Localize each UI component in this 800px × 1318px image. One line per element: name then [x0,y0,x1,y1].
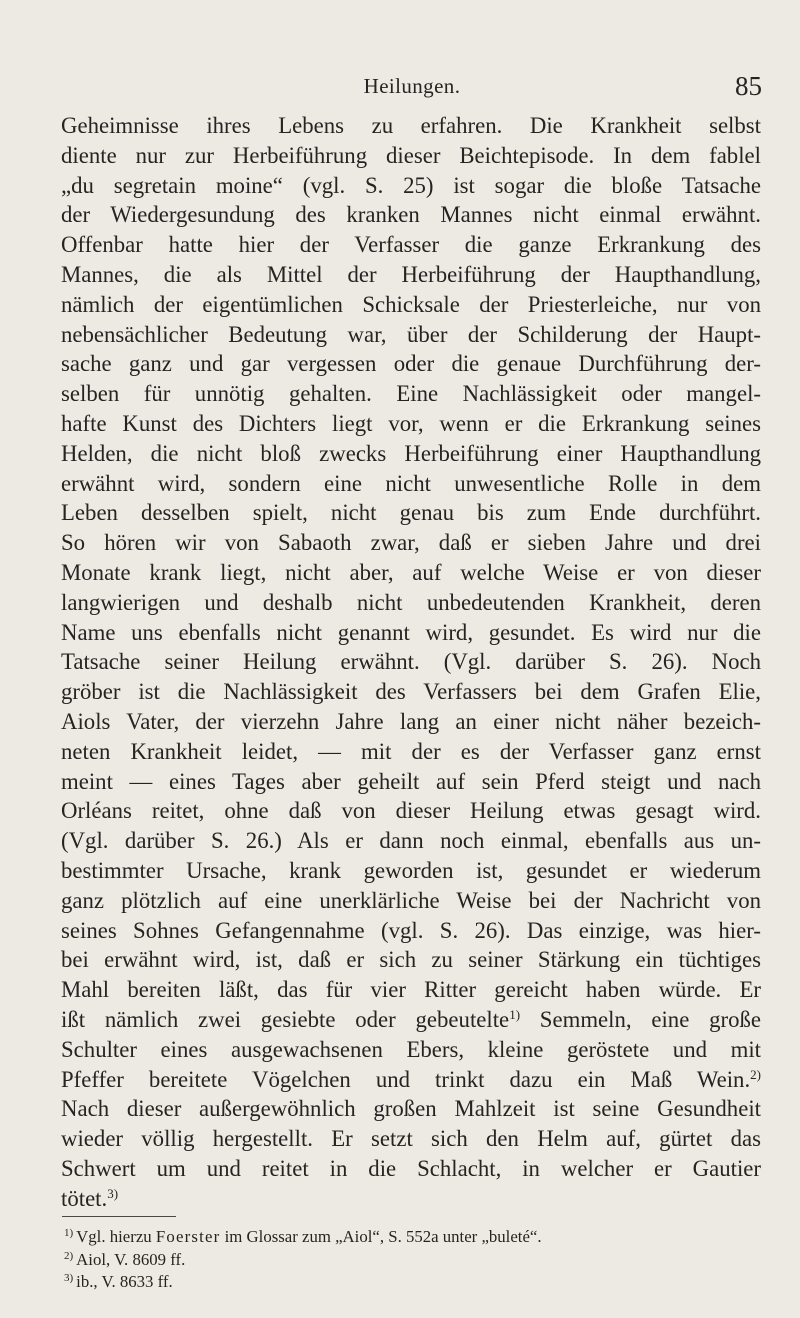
text-line: Leben desselben spielt, nicht genau bis zum Ende durchführt. [61,500,761,526]
footnote-mark: 1) [64,1227,74,1239]
text-segment: tötet. [61,1185,108,1211]
text-line: „du segretain moine“ (vgl. S. 25) ist sogar die bloße Tatsache [61,172,761,198]
text-line: langwierigen und deshalb nicht unbedeutenden Krankheit, deren [61,589,761,615]
page-header [62,71,762,108]
footnote [64,1224,754,1247]
footnote-author: Foerster [155,1227,221,1246]
text-line: Monate krank liegt, nicht aber, auf welche Weise er von dieser [61,559,761,585]
text-line [61,1005,761,1035]
page-number: 85 [735,71,762,101]
text-line: Schwert um und reitet in die Schlacht, in welcher er Gautier [61,1155,761,1181]
footnote-ref: 1) [509,1006,521,1022]
running-head: Heilungen. [363,74,461,98]
footnote [64,1269,754,1292]
text-segment: Pfeffer bereitete Vögelchen und trinkt dazu ein Maß Wein. [61,1066,751,1092]
text-line: meint — eines Tages aber geheilt auf sein Pferd steigt und nach [61,768,761,794]
text-line [61,1184,761,1214]
text-segment: ißt nämlich zwei gesiebte oder gebeutelte [61,1006,510,1032]
text-line: Aiols Vater, der vierzehn Jahre lang an einer nicht näher bezeich- [61,708,761,734]
text-line: bei erwähnt wird, ist, daß er sich zu seiner Stärkung ein tüchtiges [61,947,761,973]
text-line: Mannes, die als Mittel der Herbeiführung der Haupthandlung, [61,261,761,287]
body-paragraph [61,111,761,1213]
text-line: Geheimnisse ihres Lebens zu erfahren. Die Krankheit selbst [61,113,761,138]
footnote-mark: 3) [64,1272,74,1284]
text-line: Orléans reitet, ohne daß von dieser Heilung etwas gesagt wird. [61,798,761,824]
text-line: diente nur zur Herbeiführung dieser Beichtepisode. In dem fablel [61,142,761,168]
footnote-text: ib., V. 8633 ff. [76,1272,173,1291]
footnote-text: Aiol, V. 8609 ff. [76,1249,186,1269]
text-line: Tatsache seiner Heilung erwähnt. (Vgl. darüber S. 26). Noch [61,649,761,675]
text-line: erwähnt wird, sondern eine nicht unwesentliche Rolle in dem [61,470,761,496]
text-segment: Semmeln, eine große [520,1006,761,1032]
footnote-mark: 2) [64,1249,74,1262]
text-line: Helden, die nicht bloß zwecks Herbeiführung einer Haupthandlung [61,440,761,466]
footnote-divider [62,1216,176,1217]
text-line: Mahl bereiten läßt, das für vier Ritter gereicht haben würde. Er [61,977,761,1003]
footnote-ref: 3) [107,1185,119,1201]
text-line: Name uns ebenfalls nicht genannt wird, gesundet. Es wird nur die [61,619,761,645]
text-line: gröber ist die Nachlässigkeit des Verfassers bei dem Grafen Elie, [61,679,761,705]
text-line: sache ganz und gar vergessen oder die genaue Durchführung der- [61,351,761,377]
text-line: (Vgl. darüber S. 26.) Als er dann noch einmal, ebenfalls aus un- [61,828,761,854]
text-line: seines Sohnes Gefangennahme (vgl. S. 26). Das einzige, was hier- [61,917,761,943]
footnote-text: im Glossar zum „Aiol“, S. 552a unter „buleté“. [220,1227,542,1246]
footnotes [64,1224,754,1292]
text-line: wieder völlig hergestellt. Er setzt sich den Helm auf, gürtet das [61,1126,761,1152]
text-line: Offenbar hatte hier der Verfasser die ganze Erkrankung des [61,232,761,258]
footnote-text: Vgl. hierzu [76,1227,156,1246]
text-line: Nach dieser außergewöhnlich großen Mahlzeit ist seine Gesundheit [61,1096,761,1122]
text-line: So hören wir von Sabaoth zwar, daß er sieben Jahre und drei [61,530,761,556]
text-line: hafte Kunst des Dichters liegt vor, wenn er die Erkrankung seines [61,410,761,436]
text-line: bestimmter Ursache, krank geworden ist, gesundet er wiederum [61,857,761,883]
text-line: ganz plötzlich auf eine unerklärliche Weise bei der Nachricht von [61,887,761,913]
footnote [64,1247,754,1270]
text-line: neten Krankheit leidet, — mit der es der Verfasser ganz ernst [61,738,761,764]
text-line: Schulter eines ausgewachsenen Ebers, kleine geröstete und mit [61,1036,761,1062]
text-line: nämlich der eigentümlichen Schicksale der Priesterleiche, nur von [61,291,761,317]
text-line: nebensächlicher Bedeutung war, über der Schilderung der Haupt- [61,321,761,347]
text-line [61,1065,761,1095]
text-line: selben für unnötig gehalten. Eine Nachlässigkeit oder mangel- [61,381,761,407]
footnote-ref: 2) [750,1066,761,1082]
text-line: der Wiedergesundung des kranken Mannes nicht einmal erwähnt. [61,202,761,228]
